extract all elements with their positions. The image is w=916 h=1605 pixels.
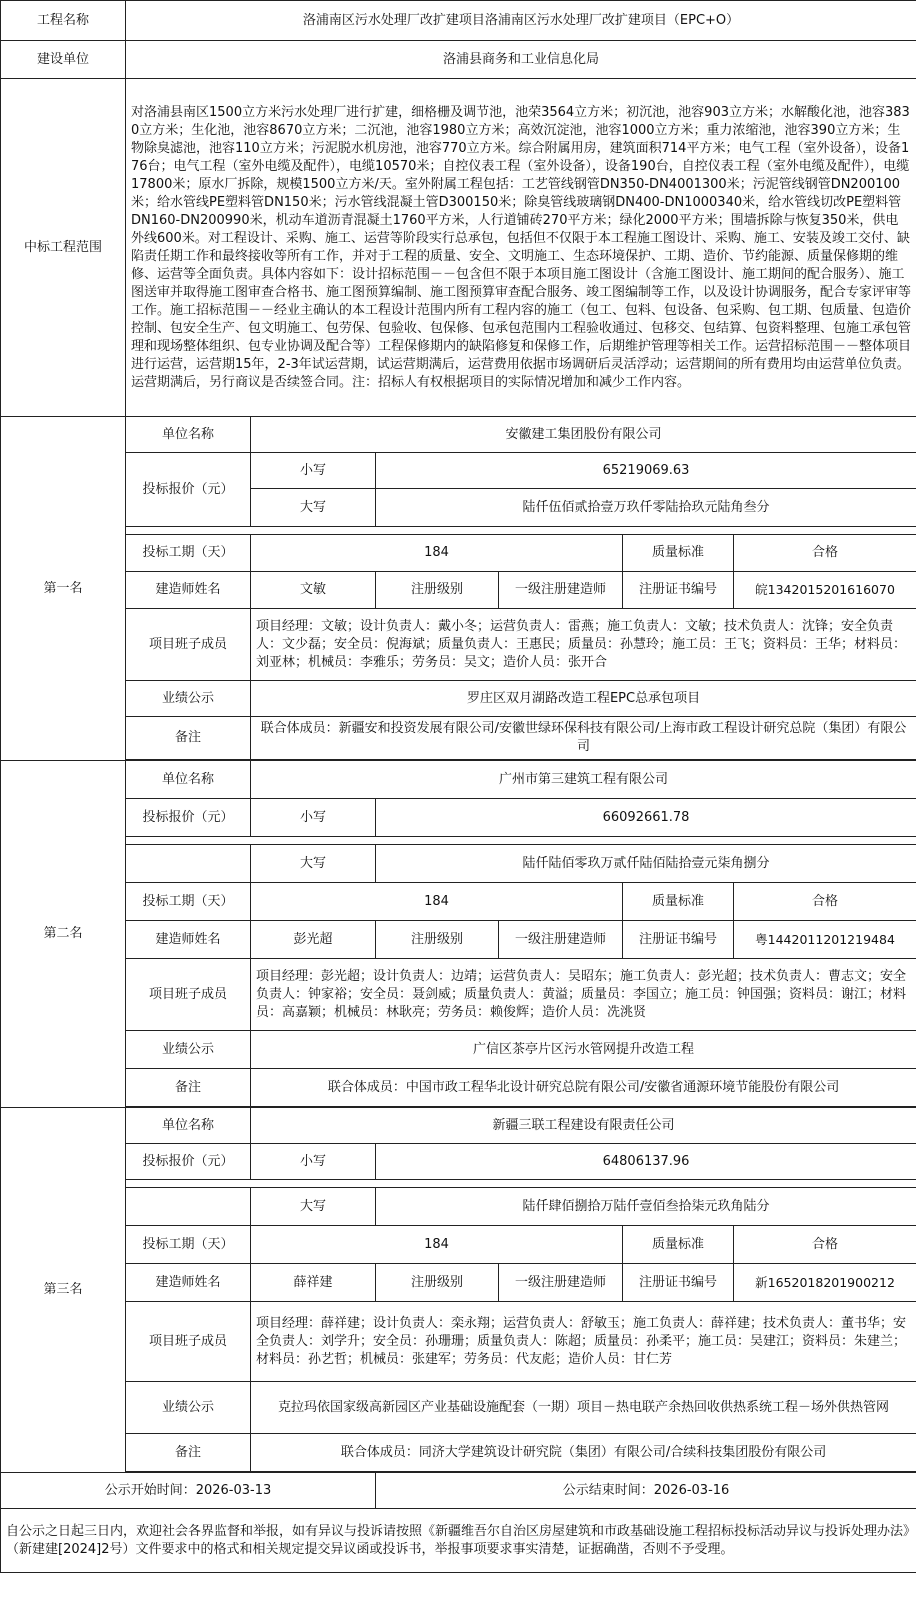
candidate-2-builder-row <box>1 921 916 959</box>
project-scope-value: 对洛浦县南区1500立方米污水处理厂进行扩建，细格栅及调节池，池荣3564立方米；初沉池，池容903立方米；水解酸化池，池容3830立方米；生化池，池容8670立方米；二沉池，池容1980立方米；高效沉淀池，池容1000立方米；重力浓缩池，池容390立方米；生物除臭滤池，池容110立方米；污泥脱水机房池，池容770立方米。综合附属用房，建筑面积714平方米；电气工程（室外设备），设备176台；电气工程（室外电缆及配件），电缆10570米；自控仪表工程（室外设备），设备190台，自控仪表工程（室外电缆及配件），电缆17800米；原水厂拆除，规模1500立方米/天。室外附属工程包括：工艺管线钢管DN350-DN4001300米；污泥管线钢管DN200100米；给水管线PE塑料管DN150米；污水管线混凝土管D300150米；除臭管线玻璃钢DN400-DN1000340米，给水管线切改PE塑料管DN160-DN200990米，机动车道沥青混凝土1760平方米，人行道铺砖270平方米；绿化2000平方米；围墙拆除与恢复350米，供电外线600米。对工程设计、采购、施工、运营等阶段实行总承包，包括但不仅限于本工程施工图设计、采购、施工、安装及竣工交付、缺陷责任期工作和最终接收等所有工作，并对于工程的质量、安全、文明施工、生态环境保护、工期、造价、节约能源、质量保修期的维修、运营等全面负责。具体内容如下：设计招标范围－－包含但不限于本项目施工图设计（含施工图设计、施工期间的配合服务）、施工图送审并取得施工图审查合格书、施工图预算编制、施工图预算审查配合服务、竣工图编制等工作，以及设计协调服务，配合专家评审等工作。施工招标范围－－经业主确认的本工程设计范围内所有工程内容的施工（包工、包料、包设备、包采购、包工期、包质量、包造价控制、包安全生产、包文明施工、包劳保、包验收、包保修、包承包范围内工程验收通过、包移交、包结算、包资料整理、包施工承包管理和现场整体组织、包专业协调及配合等）工程保修期内的缺陷修复和保修工作，后期维护管理等相关工作。运营招标范围－－整体项目进行运营，运营期15年，2-3年试运营期，试运营期满后，运营费用依据市场调研后灵活浮动；运营期间的所有费用均由运营单位负责。运营期满后，另行商议是否续签合同。注：招标人有权根据项目的实际情况增加和减少工作内容。 <box>126 79 916 417</box>
candidate-1-team-row <box>1 609 916 681</box>
candidate-1-builder: 文敏 <box>251 572 376 609</box>
candidate-1-spacer-row <box>1 527 916 535</box>
company-label: 单位名称 <box>126 761 251 799</box>
builder-label: 建造师姓名 <box>126 1264 251 1302</box>
notice-text-row <box>1 1509 916 1573</box>
candidate-3-quality: 合格 <box>734 1226 916 1264</box>
spacer-cell <box>126 527 916 535</box>
team-label: 项目班子成员 <box>126 609 251 681</box>
candidate-3-price-big: 陆仟肆佰捌拾万陆仟壹佰叁拾柒元玖角陆分 <box>376 1188 916 1226</box>
project-scope-label: 中标工程范围 <box>1 79 126 417</box>
candidate-3-spacer-row <box>1 1180 916 1188</box>
price-big-label: 大写 <box>251 489 376 527</box>
company-label: 单位名称 <box>126 1108 251 1144</box>
price-label: 投标报价（元） <box>126 453 251 527</box>
price-big-label: 大写 <box>251 1188 376 1226</box>
candidate-3-reg-level: 一级注册建造师 <box>499 1264 623 1302</box>
candidate-1-price-big: 陆仟伍佰贰拾壹万玖仟零陆拾玖元陆角叁分 <box>376 489 916 527</box>
candidate-1-performance: 罗庄区双月湖路改造工程EPC总承包项目 <box>251 681 916 717</box>
project-scope-row <box>1 79 916 417</box>
candidate-2-company: 广州市第三建筑工程有限公司 <box>251 761 916 799</box>
performance-label: 业绩公示 <box>126 1382 251 1434</box>
candidate-3-performance: 克拉玛依国家级高新园区产业基础设施配套（一期）项目－热电联产余热回收供热系统工程－场外供热管网 <box>251 1382 916 1434</box>
notice-start: 公示开始时间：2026-03-13 <box>1 1473 376 1509</box>
team-label: 项目班子成员 <box>126 959 251 1031</box>
company-label: 单位名称 <box>126 417 251 453</box>
project-owner-row <box>1 41 916 79</box>
candidate-2-company-row <box>1 761 916 799</box>
candidate-2-rank: 第二名 <box>1 761 126 1108</box>
project-owner-value: 洛浦县商务和工业信息化局 <box>126 41 916 79</box>
reg-level-label: 注册级别 <box>376 921 499 959</box>
candidate-2-spacer-row <box>1 837 916 845</box>
quality-label: 质量标准 <box>623 535 734 572</box>
project-name-value: 洛浦南区污水处理厂改扩建项目洛浦南区污水处理厂改扩建项目（EPC+O） <box>126 1 916 41</box>
candidate-3-performance-row <box>1 1382 916 1434</box>
notice-end: 公示结束时间：2026-03-16 <box>376 1473 916 1509</box>
candidate-2-duration: 184 <box>251 883 623 921</box>
candidate-3-price-small-row <box>1 1144 916 1180</box>
builder-label: 建造师姓名 <box>126 921 251 959</box>
reg-level-label: 注册级别 <box>376 572 499 609</box>
spacer-cell <box>126 1180 916 1188</box>
candidate-3-rank: 第三名 <box>1 1108 126 1473</box>
candidate-3-remark-row <box>1 1434 916 1472</box>
candidate-3-team-row <box>1 1302 916 1382</box>
candidate-1-rank: 第一名 <box>1 417 126 761</box>
candidate-1-quality: 合格 <box>734 535 916 572</box>
candidate-1-duration-row <box>1 535 916 572</box>
performance-label: 业绩公示 <box>126 681 251 717</box>
price-blank-cell <box>126 1188 251 1226</box>
cert-no-label: 注册证书编号 <box>623 921 734 959</box>
quality-label: 质量标准 <box>623 1226 734 1264</box>
builder-label: 建造师姓名 <box>126 572 251 609</box>
candidate-2-price-small-row <box>1 799 916 837</box>
candidate-1-company: 安徽建工集团股份有限公司 <box>251 417 916 453</box>
candidate-1-duration: 184 <box>251 535 623 572</box>
duration-label: 投标工期（天） <box>126 1226 251 1264</box>
project-name-label: 工程名称 <box>1 1 126 41</box>
candidate-3-builder-row <box>1 1264 916 1302</box>
candidate-1-cert-no: 皖1342015201616070 <box>734 572 916 609</box>
price-blank-cell <box>126 845 251 883</box>
candidate-1-reg-level: 一级注册建造师 <box>499 572 623 609</box>
candidate-2-reg-level: 一级注册建造师 <box>499 921 623 959</box>
candidate-2-team-row <box>1 959 916 1031</box>
candidate-2-remark-row <box>1 1069 916 1107</box>
candidate-1-price-small: 65219069.63 <box>376 453 916 489</box>
notice-dates-row <box>1 1473 916 1509</box>
cert-no-label: 注册证书编号 <box>623 1264 734 1302</box>
candidate-1-company-row <box>1 417 916 453</box>
candidate-1-price-small-row <box>1 453 916 489</box>
candidate-3-company-row <box>1 1108 916 1144</box>
price-label: 投标报价（元） <box>126 1144 251 1180</box>
duration-label: 投标工期（天） <box>126 883 251 921</box>
candidate-2-builder: 彭光超 <box>251 921 376 959</box>
price-big-label: 大写 <box>251 845 376 883</box>
candidate-3-duration: 184 <box>251 1226 623 1264</box>
candidate-3-price-small: 64806137.96 <box>376 1144 916 1180</box>
price-small-label: 小写 <box>251 799 376 837</box>
candidate-2-performance: 广信区茶亭片区污水管网提升改造工程 <box>251 1031 916 1069</box>
candidate-2-quality: 合格 <box>734 883 916 921</box>
remark-label: 备注 <box>126 1434 251 1472</box>
candidate-1-remark-row <box>1 717 916 760</box>
performance-label: 业绩公示 <box>126 1031 251 1069</box>
price-label: 投标报价（元） <box>126 799 251 837</box>
project-owner-label: 建设单位 <box>1 41 126 79</box>
candidate-1-performance-row <box>1 681 916 717</box>
team-label: 项目班子成员 <box>126 1302 251 1382</box>
price-small-label: 小写 <box>251 1144 376 1180</box>
candidate-2-team: 项目经理：彭光超；设计负责人：边靖；运营负责人：吴昭东；施工负责人：彭光超；技术负责人：曹志文；安全负责人：钟家裕；安全员：聂剑威；质量负责人：黄溢；质量员：李国立；施工员：钟国强；资料员：谢江；材料员：高嘉颖；机械员：林耿亮；劳务员：赖俊辉；造价人员：冼洮贤 <box>251 959 916 1031</box>
candidate-2-price-big-row <box>1 845 916 883</box>
candidate-3-company: 新疆三联工程建设有限责任公司 <box>251 1108 916 1144</box>
remark-label: 备注 <box>126 717 251 760</box>
candidate-2-performance-row <box>1 1031 916 1069</box>
spacer-cell <box>126 837 916 845</box>
candidate-2-price-big: 陆仟陆佰零玖万贰仟陆佰陆拾壹元柒角捌分 <box>376 845 916 883</box>
candidate-2-price-small: 66092661.78 <box>376 799 916 837</box>
candidate-3-team: 项目经理：薛祥建；设计负责人：栾永翔；运营负责人：舒敏玉；施工负责人：薛祥建；技术负责人：董书华；安全负责人：刘学升；安全员：孙珊珊；质量负责人：陈超；质量员：孙柔平；施工员：吴建江；资料员：朱建兰；材料员：孙艺哲；机械员：张建军；劳务员：代友彪；造价人员：甘仁芳 <box>251 1302 916 1382</box>
candidate-1-team: 项目经理：文敏；设计负责人：戴小冬；运营负责人：雷燕；施工负责人：文敏；技术负责人：沈锋；安全负责人：文少磊；安全员：倪海斌；质量负责人：王惠民；质量员：孙慧玲；施工员：王飞；资料员：王华；材料员：刘亚林；机械员：李雅乐；劳务员：吴文；造价人员：张开合 <box>251 609 916 681</box>
price-small-label: 小写 <box>251 453 376 489</box>
candidate-1-builder-row <box>1 572 916 609</box>
remark-label: 备注 <box>126 1069 251 1107</box>
candidate-3-cert-no: 新1652018201900212 <box>734 1264 916 1302</box>
candidate-2-remark: 联合体成员：中国市政工程华北设计研究总院有限公司/安徽省通源环境节能股份有限公司 <box>251 1069 916 1107</box>
quality-label: 质量标准 <box>623 883 734 921</box>
reg-level-label: 注册级别 <box>376 1264 499 1302</box>
candidate-1-remark: 联合体成员：新疆安和投资发展有限公司/安徽世绿环保科技有限公司/上海市政工程设计研究总院（集团）有限公司 <box>251 717 916 760</box>
candidate-3-price-big-row <box>1 1188 916 1226</box>
project-name-row <box>1 1 916 41</box>
candidate-2-duration-row <box>1 883 916 921</box>
candidate-2-cert-no: 粤1442011201219484 <box>734 921 916 959</box>
candidate-3-builder: 薛祥建 <box>251 1264 376 1302</box>
cert-no-label: 注册证书编号 <box>623 572 734 609</box>
candidate-3-remark: 联合体成员：同济大学建筑设计研究院（集团）有限公司/合续科技集团股份有限公司 <box>251 1434 916 1472</box>
duration-label: 投标工期（天） <box>126 535 251 572</box>
notice-text: 自公示之日起三日内，欢迎社会各界监督和举报，如有异议与投诉请按照《新疆维吾尔自治区房屋建筑和市政基础设施工程招标投标活动异议与投诉处理办法》（新建建[2024]2号）文件要求中的格式和相关规定提交异议函或投诉书，举报事项要求事实清楚，证据确凿，否则不予受理。 <box>1 1509 916 1573</box>
candidate-3-duration-row <box>1 1226 916 1264</box>
